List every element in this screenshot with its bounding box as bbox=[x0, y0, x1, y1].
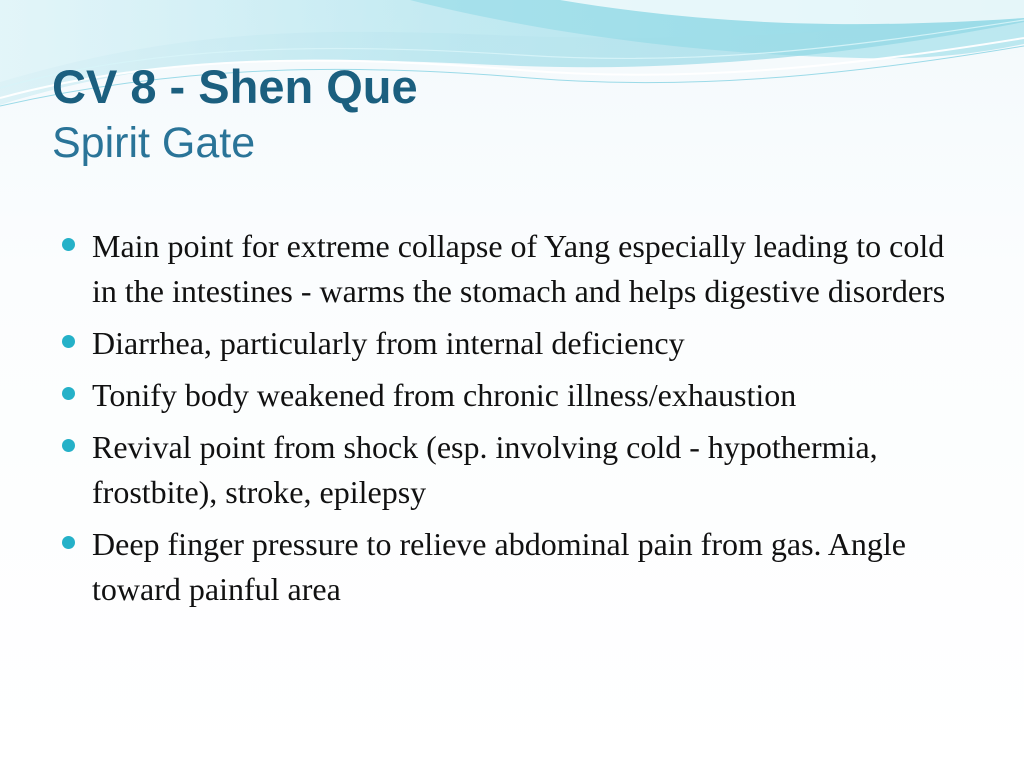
bullet-list bbox=[62, 224, 962, 619]
bullet-item bbox=[62, 321, 962, 366]
bullet-text: Tonify body weakened from chronic illness/exhaustion bbox=[92, 377, 797, 413]
bullet-dot-icon bbox=[62, 439, 75, 452]
bullet-text: Revival point from shock (esp. involving cold - hypothermia, frostbite), stroke, epilepsy bbox=[92, 429, 878, 510]
bullet-dot-icon bbox=[62, 335, 75, 348]
bullet-dot-icon bbox=[62, 238, 75, 251]
bullet-dot-icon bbox=[62, 387, 75, 400]
bullet-item bbox=[62, 522, 962, 612]
bullet-text: Deep finger pressure to relieve abdominal pain from gas. Angle toward painful area bbox=[92, 526, 906, 607]
title-block bbox=[52, 58, 418, 170]
bullet-dot-icon bbox=[62, 536, 75, 549]
bullet-text: Main point for extreme collapse of Yang especially leading to cold in the intestines - warms the stomach and helps digestive disorders bbox=[92, 228, 946, 309]
bullet-text: Diarrhea, particularly from internal deficiency bbox=[92, 325, 685, 361]
slide-subtitle: Spirit Gate bbox=[52, 119, 256, 167]
slide-title: CV 8 - Shen Que bbox=[52, 60, 418, 113]
bullet-item bbox=[62, 425, 962, 515]
bullet-item bbox=[62, 373, 962, 418]
bullet-item bbox=[62, 224, 962, 314]
